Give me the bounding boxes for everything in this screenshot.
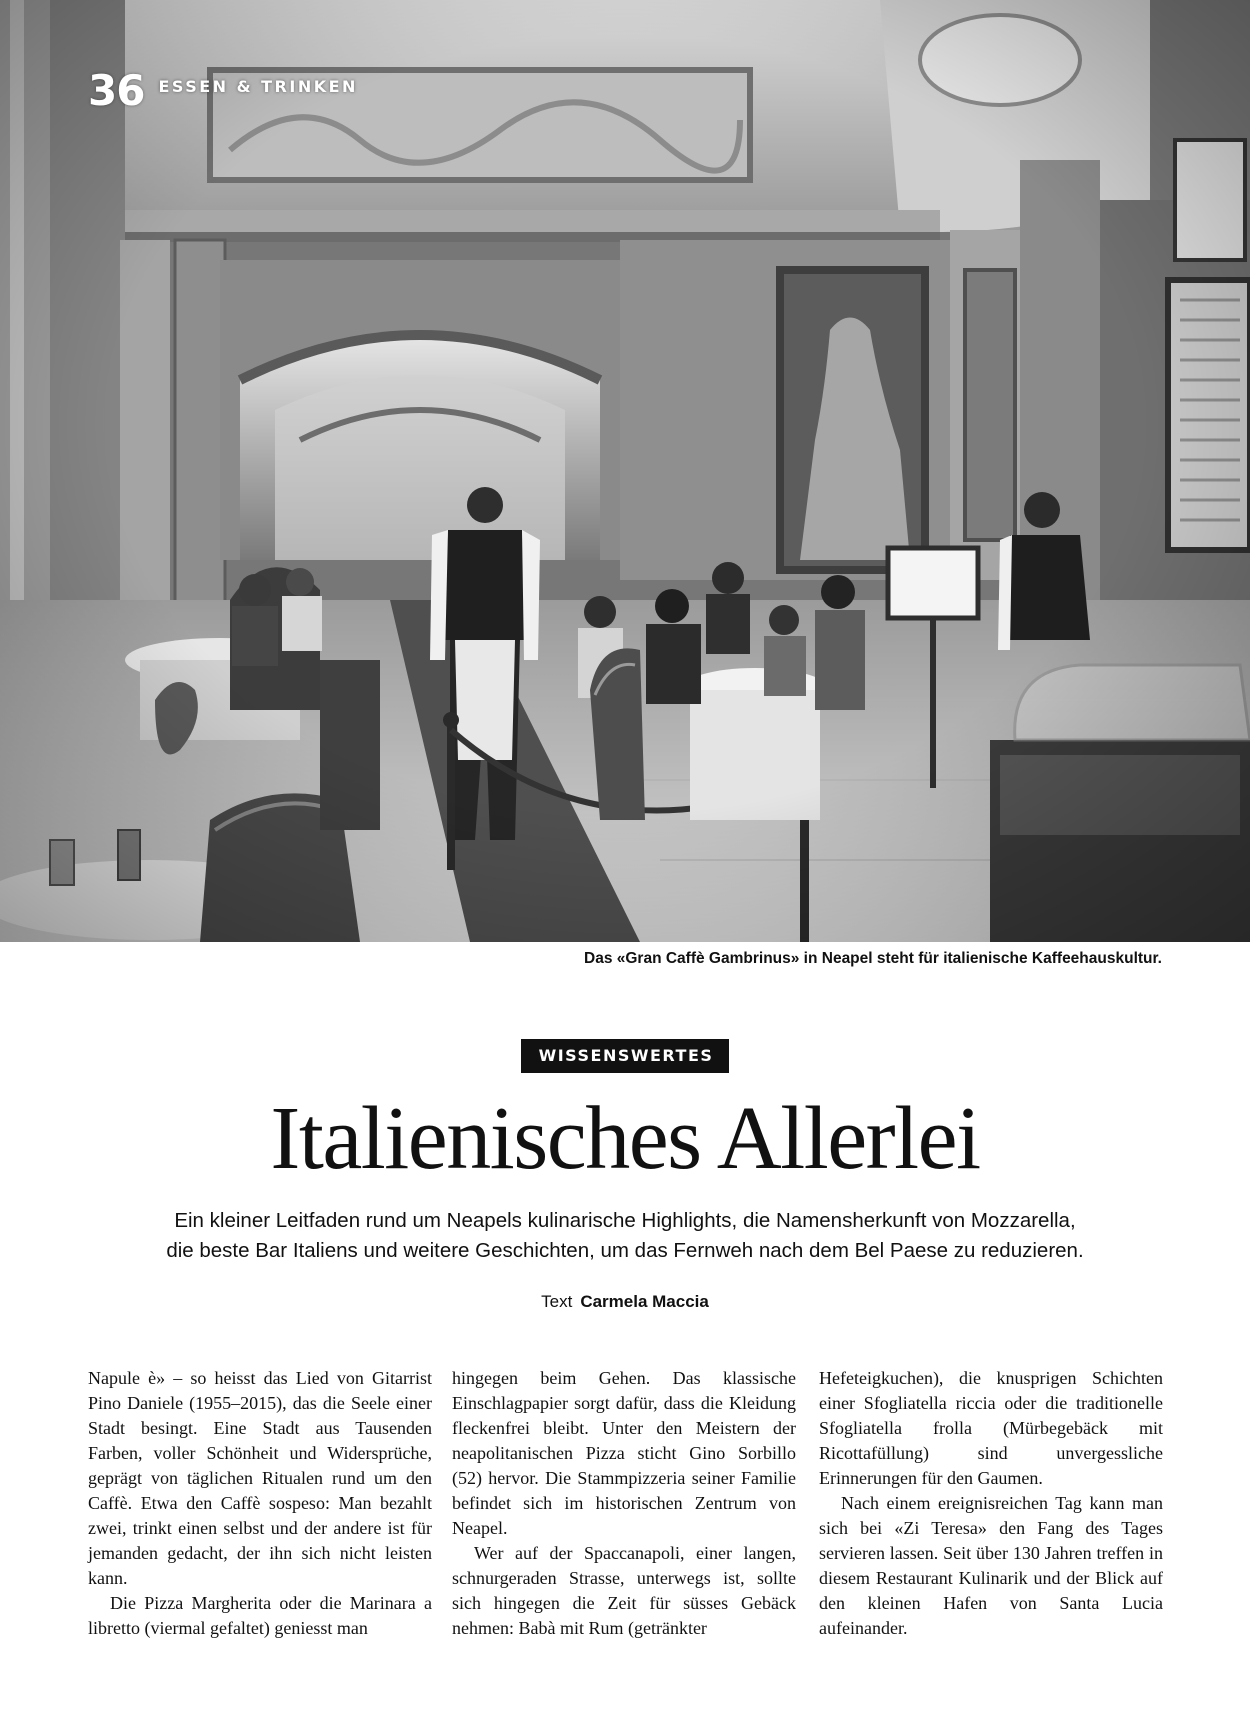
paragraph: Napule è» – so heisst das Lied von Gitarrist Pino Daniele (1955–2015), das die Seele einer Stadt besingt. Eine Stadt aus Tausenden Farben, voller Schönheit und Widersprüche, geprägt von täglichen Ritualen rund um den Caffè. Etwa den Caffè sospeso: Man bezahlt zwei, trinkt einen selbst und der andere ist für jemanden gedacht, der ihn sich nicht leisten kann. — [88, 1368, 432, 1588]
section-label: ESSEN & TRINKEN — [158, 76, 358, 96]
paragraph: hingegen beim Gehen. Das klassische Einschlagpapier sorgt dafür, dass die Kleidung fleckenfrei bleibt. Unter den Meistern der neapolitanischen Pizza sticht Gino Sorbillo (52) hervor. Die Stammpizzeria seiner Familie befindet sich im historischen Zentrum von Neapel. — [452, 1368, 796, 1538]
photo-caption: Das «Gran Caffè Gambrinus» in Neapel steht für italienische Kaffeehauskultur. — [584, 950, 1162, 967]
paragraph: Die Pizza Margherita oder die Marinara a libretto (viermal gefaltet) geniesst man — [88, 1593, 432, 1638]
article-lead — [80, 1206, 1170, 1266]
color-registration-mark-icon — [1216, 32, 1250, 942]
article-title: Italienisches Allerlei — [270, 1089, 980, 1188]
paragraph: Nach einem ereignisreichen Tag kann man sich bei «Zi Teresa» den Fang des Tages servieren lassen. Seit über 130 Jahren treffen in diesem Restaurant Kulinarik und der Blick auf den kleinen Hafen von Santa Lucia aufeinander. — [819, 1493, 1163, 1638]
page-number: 36 — [88, 66, 145, 115]
body-column-2 — [452, 1366, 796, 1641]
page-header — [88, 66, 358, 115]
kicker-badge: WISSENSWERTES — [521, 1039, 730, 1073]
paragraph: Hefeteigkuchen), die knusprigen Schichten einer Sfogliatella riccia oder die traditionelle Sfogliatella frolla (Mürbegebäck mit Ricottafüllung) sind unvergessliche Erinnerungen für den Gaumen. — [819, 1368, 1163, 1488]
body-column-3 — [819, 1366, 1163, 1641]
paragraph: Wer auf der Spaccanapoli, einer langen, schnurgeraden Strasse, unterwegs ist, sollte sich hingegen die Zeit für süsses Gebäck nehmen: Babà mit Rum (getränkter — [452, 1543, 796, 1638]
byline-author: Carmela Maccia — [580, 1292, 709, 1311]
body-column-1 — [88, 1366, 432, 1641]
byline — [0, 1292, 1250, 1312]
kicker-wrap — [0, 1039, 1250, 1073]
lead-line: Ein kleiner Leitfaden rund um Neapels kulinarische Highlights, die Namensherkunft von Mozzarella, — [174, 1209, 1076, 1232]
byline-label: Text — [541, 1292, 573, 1311]
lead-line: die beste Bar Italiens und weitere Geschichten, um das Fernweh nach dem Bel Paese zu reduzieren. — [166, 1239, 1084, 1262]
article-body — [0, 1366, 1250, 1666]
